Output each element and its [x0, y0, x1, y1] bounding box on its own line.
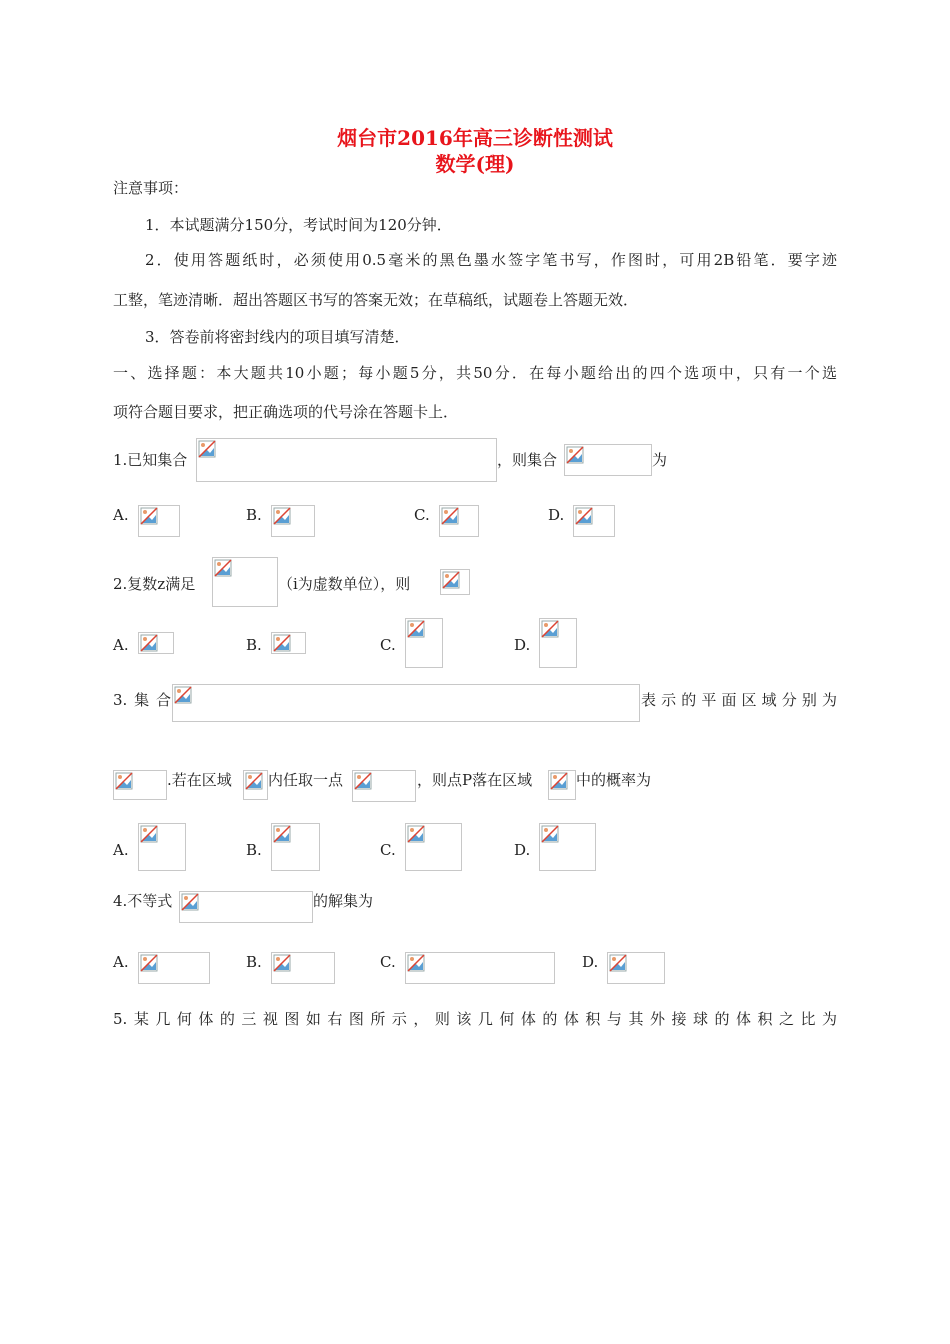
- q3-option-a-label: A.: [113, 841, 129, 859]
- q4-option-a-label: A.: [113, 953, 129, 971]
- broken-image-icon: [273, 507, 291, 525]
- broken-image-icon: [566, 446, 584, 464]
- broken-image-icon: [140, 634, 158, 652]
- q4-option-d-image: [607, 952, 665, 984]
- q4-suffix: 的解集为: [313, 892, 374, 910]
- broken-image-icon: [140, 954, 158, 972]
- broken-image-icon: [140, 825, 158, 843]
- q3-option-c-image: [405, 823, 462, 871]
- broken-image-icon: [273, 634, 291, 652]
- q2-prefix: 2.复数z满足: [113, 575, 196, 593]
- q3-line2-c: ，则点P落在区域: [417, 771, 533, 789]
- broken-image-icon: [214, 559, 232, 577]
- broken-image-icon: [442, 571, 460, 589]
- q2-equation-image: [212, 557, 278, 607]
- q3-line2-d: 中的概率为: [576, 771, 652, 789]
- q2-option-d-label: D.: [514, 636, 531, 654]
- q2-option-c-label: C.: [380, 636, 396, 654]
- broken-image-icon: [273, 954, 291, 972]
- q1-option-b-label: B.: [246, 506, 262, 524]
- q1-option-a-label: A.: [113, 506, 129, 524]
- notice-item-1: 1．本试题满分150分，考试时间为120分钟．: [145, 216, 452, 234]
- q3-region-image-2: [243, 770, 268, 800]
- broken-image-icon: [140, 507, 158, 525]
- q3-suffix: 表示的平面区域分别为: [641, 691, 837, 709]
- q1-option-c-label: C.: [414, 506, 430, 524]
- q3-line2-b: 内任取一点: [268, 771, 344, 789]
- broken-image-icon: [550, 772, 568, 790]
- notice-item-2: 2．使用答题纸时，必须使用0.5毫米的黑色墨水签字笔书写，作图时，可用2B铅笔．要字迹: [145, 251, 838, 269]
- q3-set-image: [172, 684, 640, 722]
- q2-option-a-label: A.: [113, 636, 129, 654]
- q5-text: 5.某几何体的三视图如右图所示，则该几何体的体积与其外接球的体积之比为: [113, 1010, 837, 1028]
- broken-image-icon: [181, 893, 199, 911]
- q2-option-c-image: [405, 618, 443, 668]
- q1-option-c-image: [439, 505, 479, 537]
- q4-option-c-image: [405, 952, 555, 984]
- q1-set-image: [196, 438, 497, 482]
- broken-image-icon: [441, 507, 459, 525]
- q3-option-c-label: C.: [380, 841, 396, 859]
- q1-option-d-label: D.: [548, 506, 565, 524]
- page-subtitle: 数学(理): [435, 152, 515, 176]
- q4-inequality-image: [179, 891, 313, 923]
- q1-option-b-image: [271, 505, 315, 537]
- q3-option-b-image: [271, 823, 320, 871]
- q3-region-image-1: [113, 770, 167, 800]
- q2-target-image: [440, 569, 470, 595]
- broken-image-icon: [198, 440, 216, 458]
- q1-target-image: [564, 444, 652, 476]
- broken-image-icon: [407, 954, 425, 972]
- notice-heading: 注意事项：: [113, 179, 189, 197]
- broken-image-icon: [174, 686, 192, 704]
- q3-option-d-label: D.: [514, 841, 531, 859]
- q1-prefix: 1.已知集合: [113, 451, 188, 469]
- q3-option-d-image: [539, 823, 596, 871]
- q3-point-image: [352, 770, 416, 802]
- q1-option-d-image: [573, 505, 615, 537]
- q4-option-b-label: B.: [246, 953, 262, 971]
- q3-prefix: 3.集合: [113, 691, 171, 709]
- broken-image-icon: [407, 825, 425, 843]
- q4-prefix: 4.不等式: [113, 892, 173, 910]
- q2-middle: （i为虚数单位），则: [278, 575, 411, 593]
- notice-item-3: 3．答卷前将密封线内的项目填写清楚．: [145, 328, 410, 346]
- broken-image-icon: [541, 825, 559, 843]
- broken-image-icon: [407, 620, 425, 638]
- q4-option-a-image: [138, 952, 210, 984]
- broken-image-icon: [273, 825, 291, 843]
- page-title: 烟台市2016年高三诊断性测试: [337, 126, 613, 150]
- q4-option-c-label: C.: [380, 953, 396, 971]
- q1-option-a-image: [138, 505, 180, 537]
- q2-option-d-image: [539, 618, 577, 668]
- q1-suffix: 为: [652, 451, 668, 469]
- q3-option-a-image: [138, 823, 186, 871]
- q2-option-a-image: [138, 632, 174, 654]
- q4-option-b-image: [271, 952, 335, 984]
- q1-middle: ，则集合: [497, 451, 558, 469]
- broken-image-icon: [115, 772, 133, 790]
- q2-option-b-label: B.: [246, 636, 262, 654]
- q3-option-b-label: B.: [246, 841, 262, 859]
- section-heading: 一、选择题：本大题共10小题；每小题5分，共50分．在每小题给出的四个选项中，只有一个选: [113, 364, 837, 382]
- section-instruction: 项符合题目要求，把正确选项的代号涂在答题卡上．: [113, 403, 459, 421]
- q4-option-d-label: D.: [582, 953, 599, 971]
- broken-image-icon: [541, 620, 559, 638]
- q3-line2-a: .若在区域: [167, 771, 232, 789]
- broken-image-icon: [354, 772, 372, 790]
- q2-option-b-image: [271, 632, 306, 654]
- broken-image-icon: [609, 954, 627, 972]
- broken-image-icon: [575, 507, 593, 525]
- broken-image-icon: [245, 772, 263, 790]
- notice-item-2-cont: 工整，笔迹清晰．超出答题区书写的答案无效；在草稿纸，试题卷上答题无效．: [113, 291, 639, 309]
- q3-region-image-3: [548, 770, 576, 800]
